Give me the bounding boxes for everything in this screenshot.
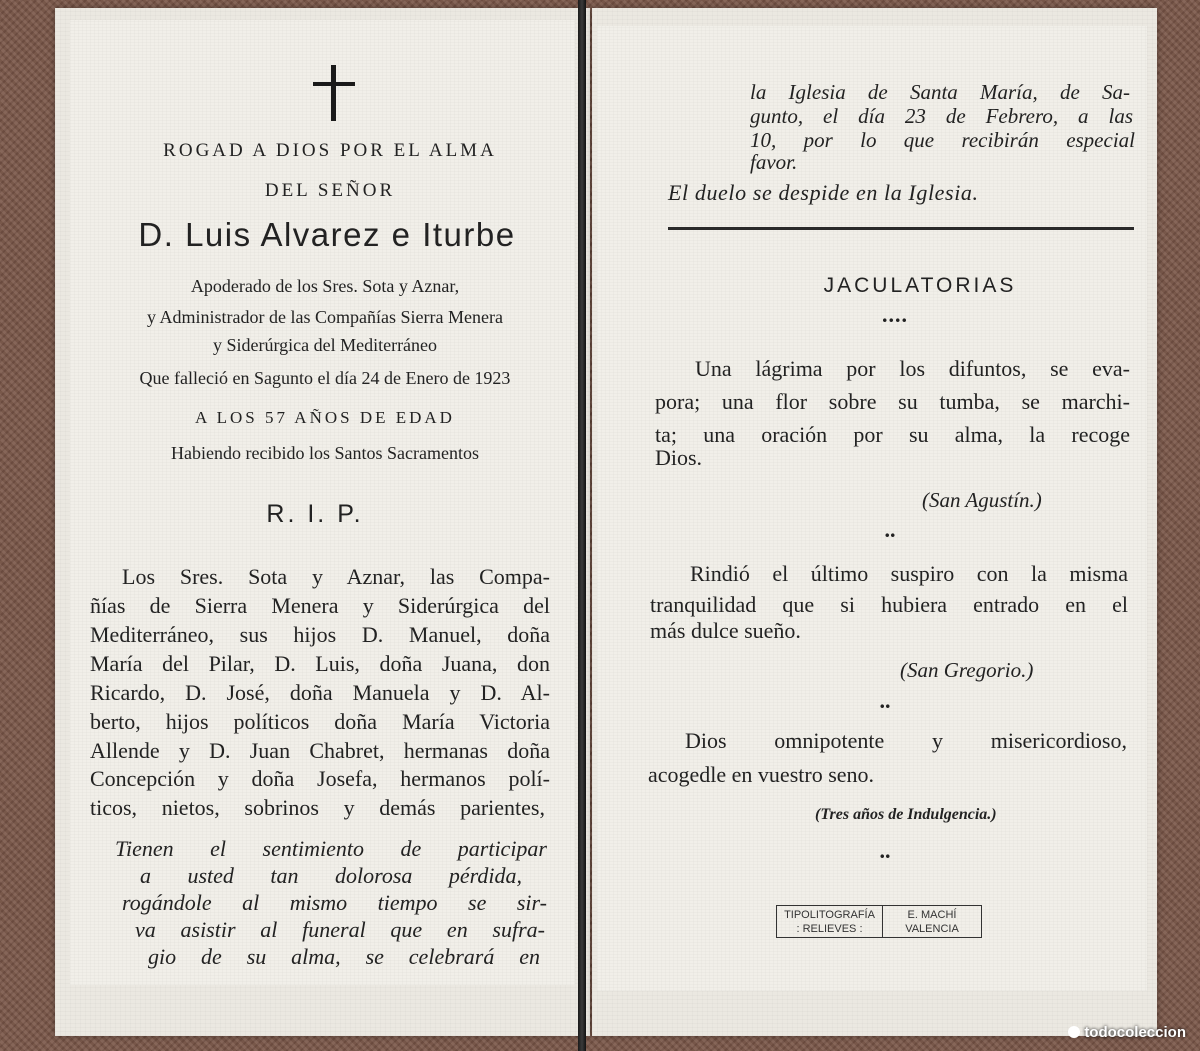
family-line: Mediterráneo, sus hijos D. Manuel, doña xyxy=(90,622,550,647)
family-line: ñías de Sierra Menera y Siderúrgica del xyxy=(90,593,550,618)
ornament-dots: .. xyxy=(879,838,891,863)
divider-rule xyxy=(668,227,1134,230)
family-line: María del Pilar, D. Luis, doña Juana, don xyxy=(90,651,550,676)
quote-line: pora; una flor sobre su tumba, se marchi- xyxy=(655,389,1130,414)
funeral-line: favor. xyxy=(750,150,798,174)
attribution-gregory: (San Gregorio.) xyxy=(900,658,1034,682)
title-line: y Siderúrgica del Mediterráneo xyxy=(212,335,438,355)
stamp-text: VALENCIA xyxy=(905,923,959,935)
family-line: Los Sres. Sota y Aznar, las Compa- xyxy=(122,564,550,589)
family-line: ticos, nietos, sobrinos y demás parientes, xyxy=(90,795,545,820)
attribution-indulgence: (Tres años de Indulgencia.) xyxy=(815,806,997,823)
family-line: Concepción y doña Josefa, hermanos polí- xyxy=(90,766,550,791)
prayer-heading: ROGAD A DIOS POR EL ALMA xyxy=(163,140,497,161)
cross-icon xyxy=(313,65,355,121)
family-line: berto, hijos políticos doña María Victoria xyxy=(90,709,550,734)
mourning-cord xyxy=(578,0,586,1051)
quote-line: tranquilidad que si hubiera entrado en el xyxy=(650,592,1128,617)
family-line: Allende y D. Juan Chabret, hermanas doña xyxy=(90,738,550,763)
watermark xyxy=(1068,1024,1186,1041)
quote-line: Rindió el último suspiro con la misma xyxy=(690,561,1128,586)
title-line: Apoderado de los Sres. Sota y Aznar, xyxy=(190,276,460,296)
ornament-dots: .. xyxy=(879,688,891,713)
duelo-line: El duelo se despide en la Iglesia. xyxy=(668,180,979,205)
jaculatorias-heading: JACULATORIAS xyxy=(823,274,1017,297)
age-line: A LOS 57 AÑOS DE EDAD xyxy=(195,408,455,427)
printer-stamp xyxy=(776,905,982,938)
deceased-name: D. Luis Alvarez e Iturbe xyxy=(138,216,516,253)
funeral-line: la Iglesia de Santa María, de Sa- xyxy=(750,80,1130,104)
quote-line: acogedle en vuestro seno. xyxy=(648,762,875,787)
stamp-text: TIPOLITOGRAFÍA xyxy=(784,909,875,921)
sacraments-line: Habiendo recibido los Santos Sacramentos xyxy=(171,443,479,463)
ornament-dots: .. xyxy=(884,517,896,542)
invitation-line: va asistir al funeral que en sufra- xyxy=(135,917,545,942)
quote-line: Dios omnipotente y misericordioso, xyxy=(685,728,1127,753)
printer-stamp-right xyxy=(883,906,981,937)
funeral-line: 10, por lo que recibirán especial xyxy=(750,128,1135,152)
prayer-heading-2: DEL SEÑOR xyxy=(264,180,396,201)
ornament-dots: .... xyxy=(882,302,908,327)
quote-line: Una lágrima por los difuntos, se eva- xyxy=(695,356,1130,381)
attribution-augustine: (San Agustín.) xyxy=(922,488,1042,512)
quote-line: más dulce sueño. xyxy=(650,618,801,643)
invitation-line: rogándole al mismo tiempo se sir- xyxy=(122,890,547,915)
family-line: Ricardo, D. José, doña Manuela y D. Al- xyxy=(90,680,550,705)
invitation-line: Tienen el sentimiento de participar xyxy=(115,836,547,861)
rip: R. I. P. xyxy=(266,500,364,528)
funeral-line: gunto, el día 23 de Febrero, a las xyxy=(750,104,1133,128)
death-date: Que falleció en Sagunto el día 24 de Enero de 1923 xyxy=(139,368,511,388)
title-line: y Administrador de las Compañías Sierra Menera xyxy=(147,307,503,327)
quote-line: ta; una oración por su alma, la recoge xyxy=(655,422,1130,447)
stamp-text: E. MACHÍ xyxy=(907,909,957,921)
quote-line: Dios. xyxy=(655,445,703,470)
invitation-line: a usted tan dolorosa pérdida, xyxy=(140,863,522,888)
stamp-text: : RELIEVES : xyxy=(796,923,863,935)
printer-stamp-left xyxy=(777,906,883,937)
watermark-text: todocoleccion xyxy=(1084,1024,1186,1041)
invitation-line: gio de su alma, se celebrará en xyxy=(148,944,540,969)
watermark-logo-icon xyxy=(1068,1026,1080,1038)
